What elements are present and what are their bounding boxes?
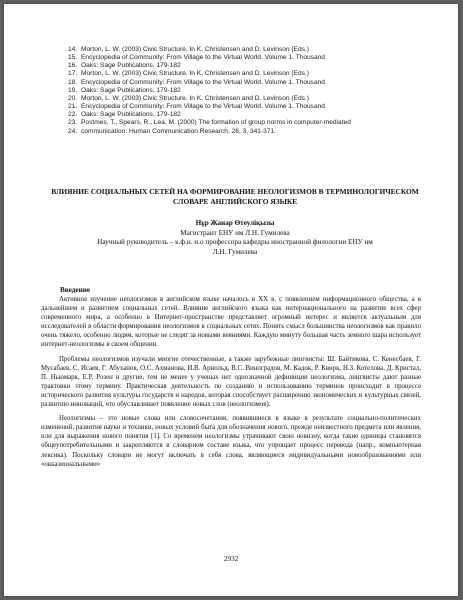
author-block (34, 219, 436, 257)
paragraph: Проблемы неологизмов изучали многие отечественные, а также зарубежные лингвисты: Ш. Байтикова, С. Кенесбаев, Г. Мусабаев, С. Исаев, Г. Абуханов, О.С. Ахманова, И.В. Арнольд, В.С. Виноградов, М. Кадок, Р. Квирк, Н.З. Котелова, Д. Кристал, П. Ньюмарк, Е.Р. Розен и другие, тем не менее у ученых нет однозначной дефиниции неологизма, лингвисты дают разные трактовки этому термину. Практическая деятельность по созданию и использованию терминов происходит в процессе исторического развития культуры государств и народов, которая способствует расширению экономических и культурных связей, развитию инноваций, что обуславливает появление новых слов (неологизмов). (41, 355, 421, 409)
author-position: Магистрант ЕНУ им Л.Н. Гумилева (180, 228, 290, 237)
reference-item (68, 54, 420, 62)
advisor-line-1: Научный руководитель – к.ф.н. и.о профессора кафедры иностранной филологии ЕНУ им (97, 238, 373, 247)
reference-item (68, 79, 420, 87)
paragraph: Активное изучение неологизмов в английском языке началось в XX в. с появлением информационного общества, а в дальнейшем и развитием социальных сетей. Влияние английского языка как интернационального на развитие всех сфер современного мира, а особенно в Интернет-пространстве представляет огромный интерес и является актуальным для исследователей в области формирования неологизмов в социальных сетях. Понять смысл большинства неологизмов как правило очень тяжело, особенно людям, которые не следят за новыми веяниями. Каждую минуту большая часть земного шара использует интернет-неологизмы в своем общении. (41, 296, 421, 349)
page-number: 2932 (223, 555, 239, 563)
reference-text: Encyclopedia of Community: From Village to the Virtual World. Volume 1. Thousand (81, 78, 325, 86)
reference-text: Morton, L. W. (2003) Civic Structure. In K. Christensen and D. Levinson (Eds.) (81, 46, 309, 53)
reference-text: Oaks: Sage Publications, 179-182 (81, 111, 181, 119)
reference-text: Oaks: Sage Publications, 179-182 (81, 62, 181, 70)
document-page (4, 4, 458, 596)
reference-item (68, 62, 420, 70)
reference-number: 23. (68, 119, 78, 127)
reference-number: 17. (68, 70, 78, 78)
reference-number: 20. (68, 94, 78, 102)
reference-list (68, 46, 420, 136)
reference-item (68, 46, 420, 54)
reference-item (68, 119, 420, 127)
advisor-line-2: Л.Н. Гумилева (212, 247, 258, 256)
reference-item (68, 103, 420, 111)
reference-text: Encyclopedia of Community: From Village to the Virtual World. Volume 1. Thousand (81, 54, 325, 62)
reference-number: 18. (68, 78, 78, 86)
reference-text: communication. Human Communication Research, 26, 3, 341-371. (81, 127, 276, 135)
reference-number: 14. (68, 46, 78, 53)
reference-item (68, 95, 420, 103)
reference-text: Postmes, T., Spears, R., Lea, M. (2000) The formation of group norms in computer-mediated (81, 119, 351, 127)
reference-number: 24. (68, 127, 78, 135)
reference-text: Morton, L. W. (2003) Civic Structure. In K. Christensen and D. Levinson (Eds.) (81, 94, 309, 102)
reference-number: 15. (68, 54, 78, 62)
reference-text: Morton, L. W. (2003) Civic Structure. In K. Christensen and D. Levinson (Eds.) (81, 70, 309, 78)
paragraph: Неологизмы – это новые слова или словосочетания, появившиеся в языке в результате социально-политических изменений, развития науки и техники, новых условий быта для обозначения нового, прежде неизвестного предмета или явления, или для выражения нового понятия [1]. Со временем неологизмы утрачивают свою новизну, когда такие единицы становятся общеупотребительными и закрепляются в словарном составе языка, что упрощает процесс перевода (напр., компьютерная лексика). Поскольку словари не могут включать в себя слова, являющиеся индивидуальными новообразованиями или «окказиональными» (41, 415, 421, 468)
reference-item (68, 87, 420, 95)
reference-item (68, 128, 420, 136)
reference-item (68, 111, 420, 119)
reference-number: 21. (68, 103, 78, 111)
reference-item (68, 70, 420, 78)
article-title: ВЛИЯНИЕ СОЦИАЛЬНЫХ СЕТЕЙ НА ФОРМИРОВАНИЕ НЕОЛОГИЗМОВ В ТЕРМИНОЛОГИЧЕСКОМ СЛОВАРЕ АНГЛИЙСКОГО ЯЗЫКЕ (51, 187, 419, 206)
author-name: Нұр Жанар Өтеуліқызы (195, 219, 275, 227)
reference-number: 22. (68, 111, 78, 119)
reference-number: 16. (68, 62, 78, 70)
body-text (41, 295, 421, 469)
reference-number: 19. (68, 86, 78, 94)
section-heading: Введение (60, 286, 91, 294)
reference-text: Oaks: Sage Publications, 179-182 (81, 86, 181, 94)
reference-text: Encyclopedia of Community: From Village to the Virtual World. Volume 1. Thousand (81, 103, 325, 111)
